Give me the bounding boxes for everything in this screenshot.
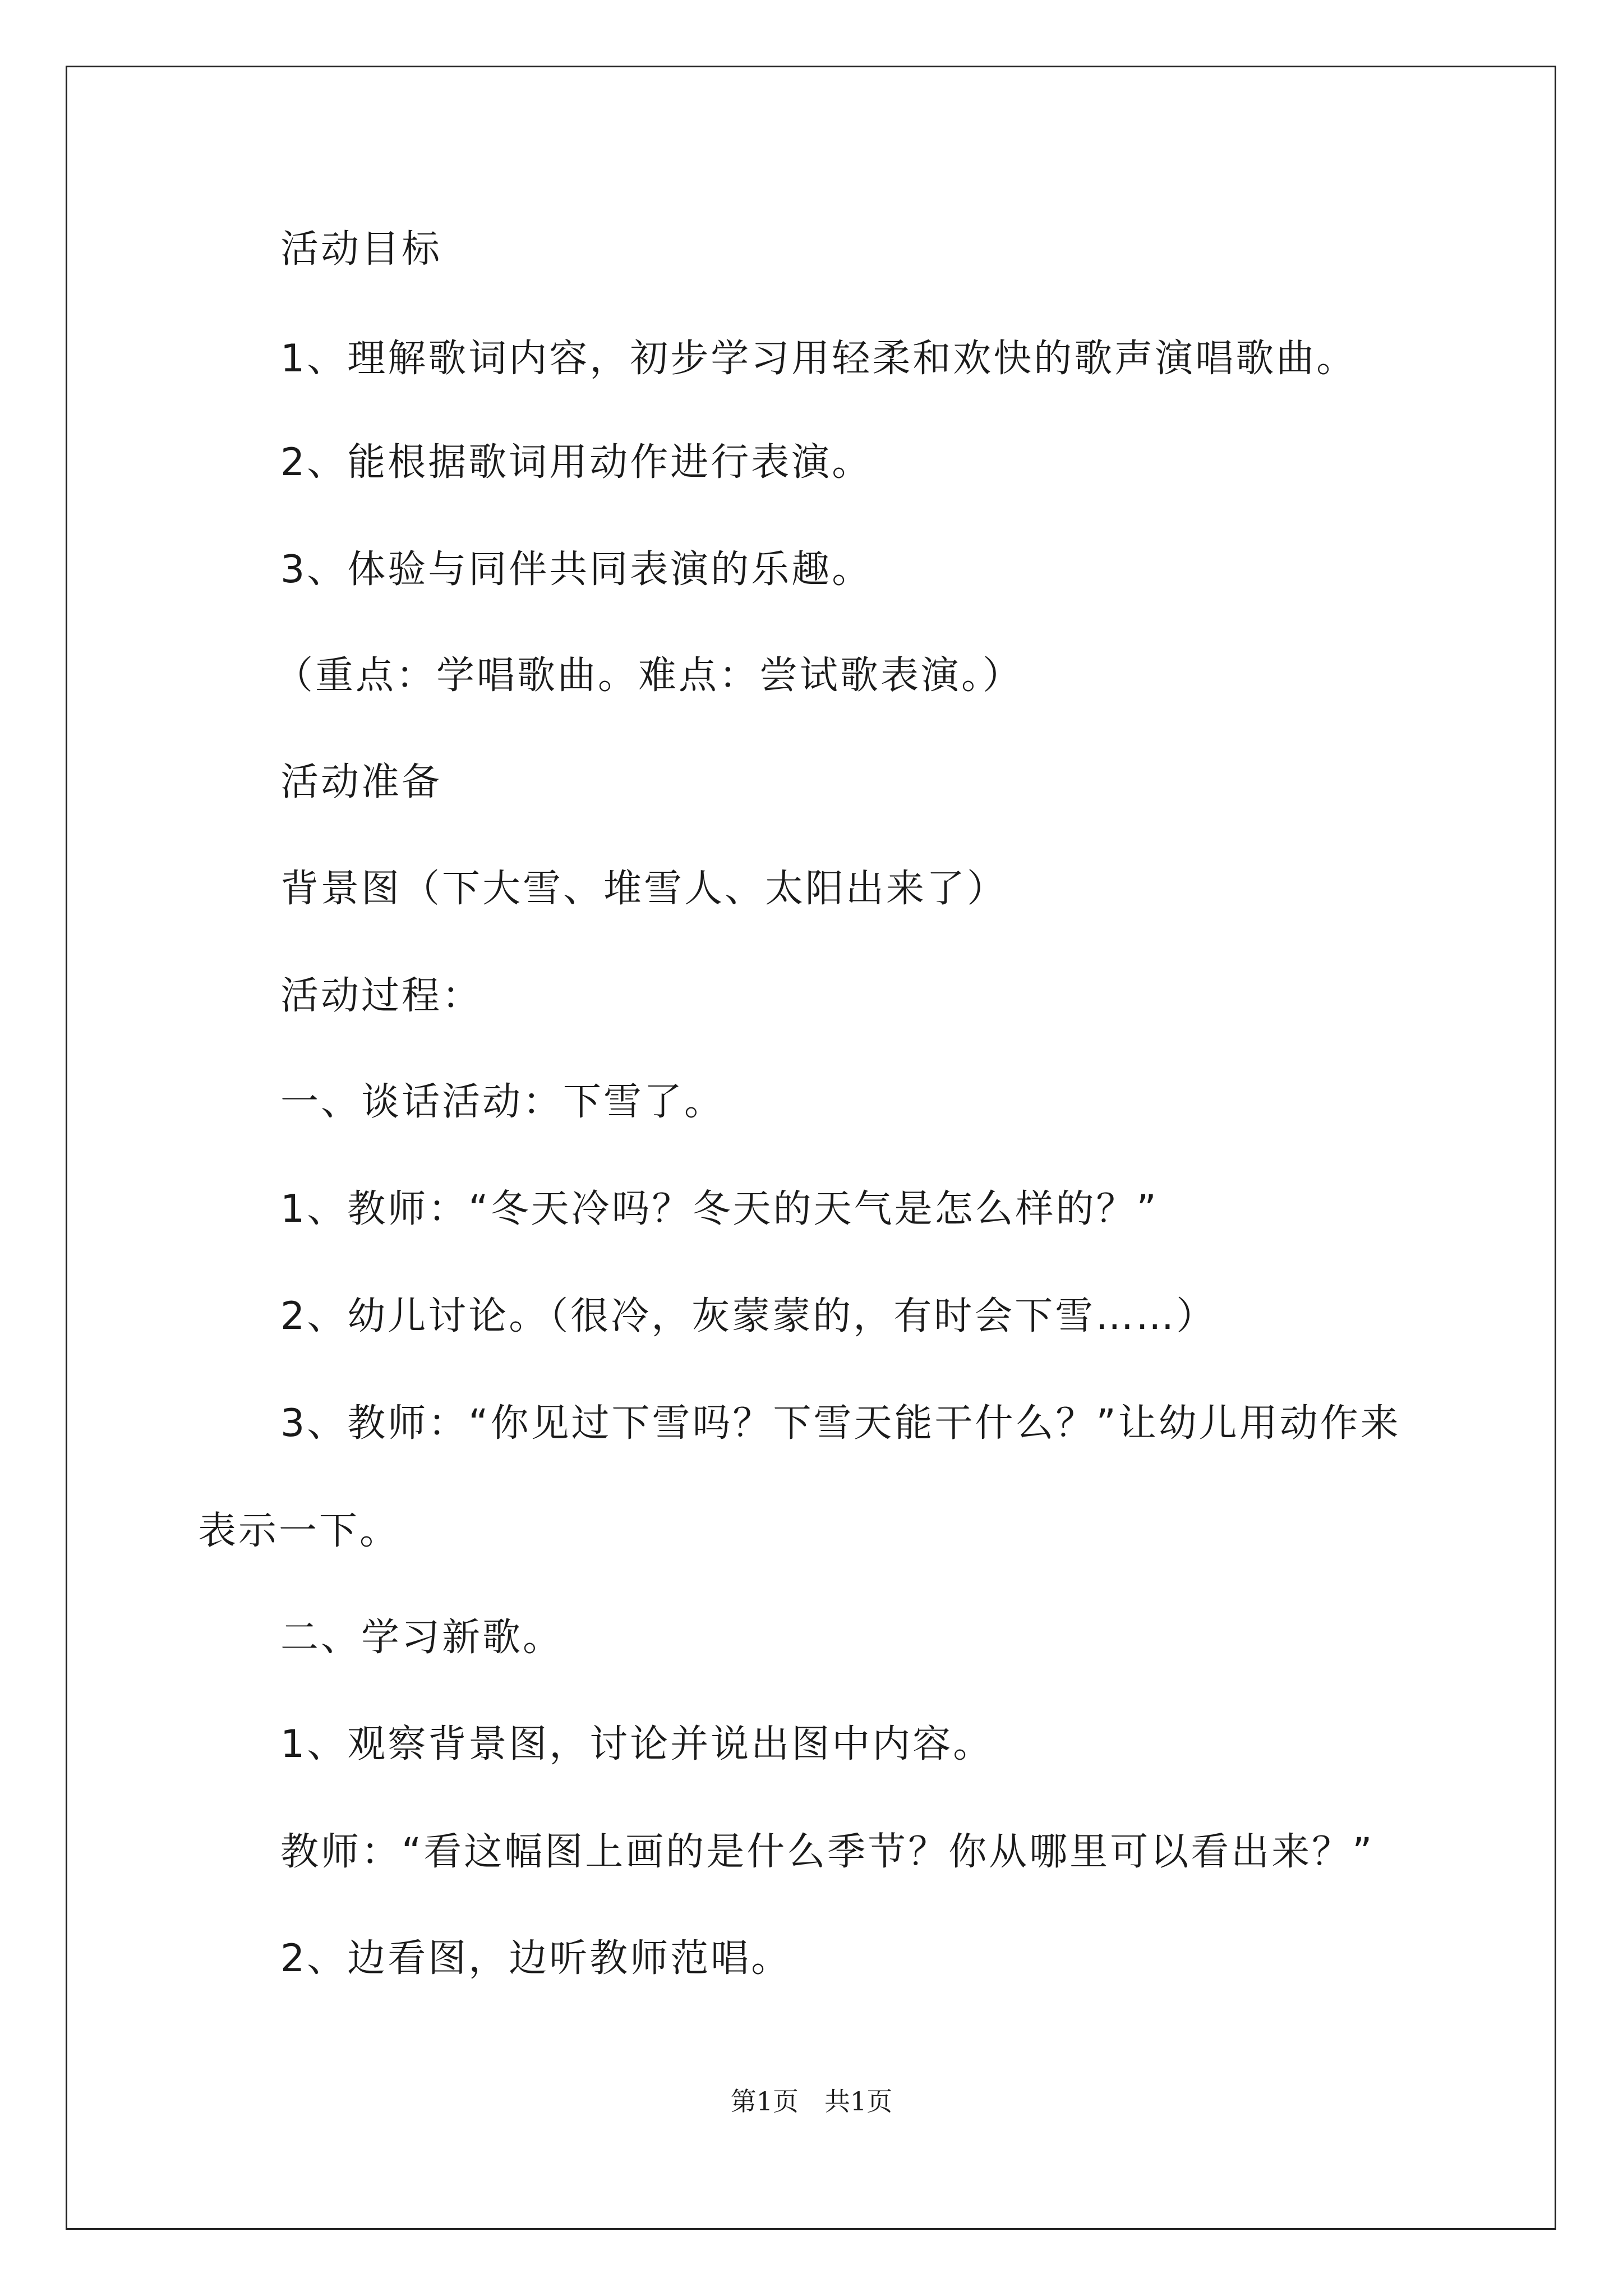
paragraph-line: 1、观察背景图，讨论并说出图中内容。 (280, 1722, 994, 1766)
paragraph-line: 1、教师：“冬天冷吗？冬天的天气是怎么样的？” (280, 1187, 1159, 1231)
paragraph-line: （重点：学唱歌曲。难点：尝试歌表演。） (275, 654, 1023, 698)
paragraph-line: 教师：“看这幅图上画的是什么季节？你从哪里可以看出来？” (280, 1830, 1375, 1874)
paragraph-line: 2、幼儿讨论。（很冷，灰蒙蒙的，有时会下雪……） (280, 1294, 1217, 1338)
section-heading-preparation: 活动准备 (280, 760, 442, 804)
page-border (66, 66, 1556, 2230)
paragraph-line: 3、体验与同伴共同表演的乐趣。 (280, 547, 873, 592)
paragraph-line: 2、能根据歌词用动作进行表演。 (280, 440, 873, 485)
page-number-footer: 第1页 共1页 (730, 2086, 893, 2116)
paragraph-line: 2、边看图，边听教师范唱。 (280, 1936, 792, 1981)
section-heading-goals: 活动目标 (280, 227, 442, 272)
paragraph-line: 1、理解歌词内容，初步学习用轻柔和欢快的歌声演唱歌曲。 (280, 337, 1357, 381)
paragraph-line: 3、教师：“你见过下雪吗？下雪天能干什么？”让幼儿用动作来 (280, 1401, 1401, 1446)
paragraph-line: 背景图（下大雪、堆雪人、太阳出来了） (280, 867, 1008, 911)
section-heading-new-song: 二、学习新歌。 (280, 1616, 564, 1660)
section-heading-process: 活动过程： (280, 974, 483, 1018)
paragraph-line: 表示一下。 (198, 1509, 400, 1553)
paragraph-line: 一、谈话活动：下雪了。 (280, 1080, 725, 1124)
